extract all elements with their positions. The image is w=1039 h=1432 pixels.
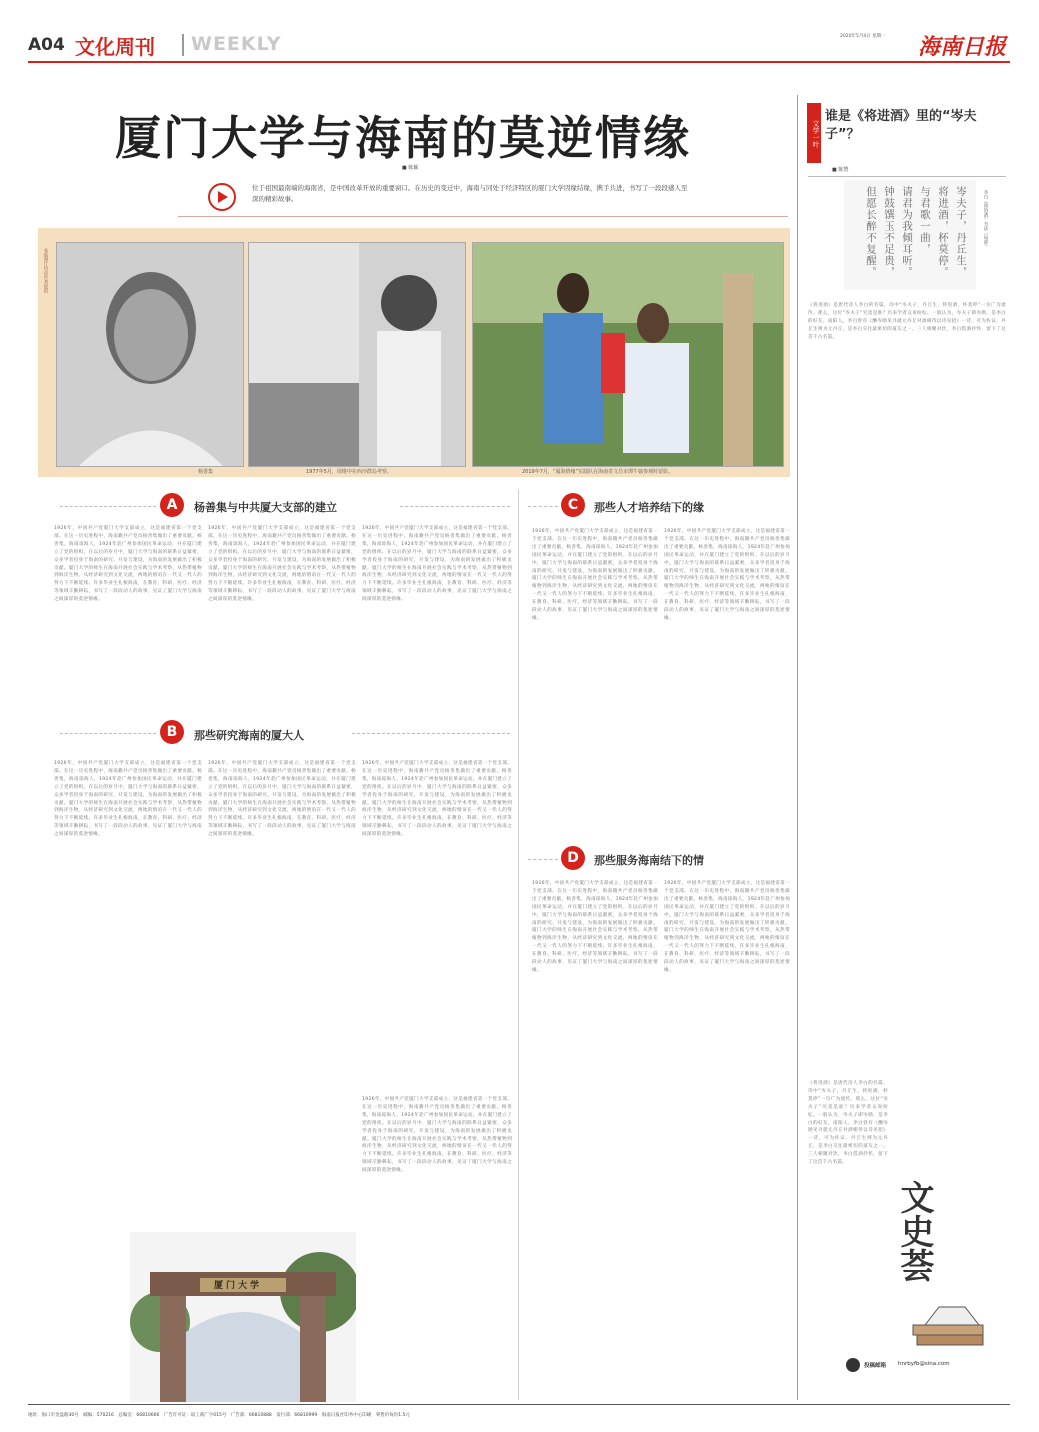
body-column-a1: 1926年，中国共产党厦门大学支部成立，这是福建省第一个党支部。在这一历史进程中，海南籍共产党员杨善集做出了重要贡献。杨善集，海南琼海人，1924年赴广州参加国民革命运动，并在厦门建立了党的组织。在以后的岁月中，厦门大学与海南的联系日益紧密，众多学者投身于海南的研究、开发与建设，为海南的发展做出了积极贡献。厦门大学的师生在海南开展社会实践与学术考察，从热带植物到海洋生物，从经济研究到文化交流，两地的情谊在一代又一代人的努力下不断延续。许多毕业生扎根海南，在教育、科研、医疗、经济等领域辛勤耕耘，书写了一段段动人的故事，见证了厦门大学与海南之间深厚的莫逆情缘。: [54, 526, 202, 603]
photo-credit: 本版图片均由作者提供: [43, 248, 48, 293]
photo-scientist: [248, 242, 466, 467]
poem-line: 钟鼓馔玉不足贵，: [883, 186, 895, 278]
poem-line: 请君为我倾耳听。: [901, 186, 913, 278]
body-column-b2: 1926年，中国共产党厦门大学支部成立，这是福建省第一个党支部。在这一历史进程中，海南籍共产党员杨善集做出了重要贡献。杨善集，海南琼海人，1924年赴广州参加国民革命运动，并在厦门建立了党的组织。在以后的岁月中，厦门大学与海南的联系日益紧密，众多学者投身于海南的研究、开发与建设，为海南的发展做出了积极贡献。厦门大学的师生在海南开展社会实践与学术考察，从热带植物到海洋生物，从经济研究到文化交流，两地的情谊在一代又一代人的努力下不断延续。许多毕业生扎根海南，在教育、科研、医疗、经济等领域辛勤耕耘，书写了一段段动人的故事，见证了厦门大学与海南之间深厚的莫逆情缘。: [208, 761, 356, 838]
heading-rule: [60, 733, 156, 734]
weekly-label: WEEKLY: [191, 33, 282, 55]
photo-field-trip: [472, 242, 784, 467]
body-column-d2: 1926年，中国共产党厦门大学支部成立，这是福建省第一个党支部。在这一历史进程中，海南籍共产党员杨善集做出了重要贡献。杨善集，海南琼海人，1924年赴广州参加国民革命运动，并在厦门建立了党的组织。在以后的岁月中，厦门大学与海南的联系日益紧密，众多学者投身于海南的研究、开发与建设，为海南的发展做出了积极贡献。厦门大学的师生在海南开展社会实践与学术考察，从热带植物到海洋生物，从经济研究到文化交流，两地的情谊在一代又一代人的努力下不断延续。许多毕业生扎根海南，在教育、科研、医疗、经济等领域辛勤耕耘，书写了一段段动人的故事，见证了厦门大学与海南之间深厚的莫逆情缘。: [664, 881, 790, 973]
photo-strip: [38, 228, 790, 477]
wenshihui-brand: 文史荟: [894, 1180, 934, 1282]
body-column-c2: 1926年，中国共产党厦门大学支部成立，这是福建省第一个党支部。在这一历史进程中，海南籍共产党员杨善集做出了重要贡献。杨善集，海南琼海人，1924年赴广州参加国民革命运动，并在厦门建立了党的组织。在以后的岁月中，厦门大学与海南的联系日益紧密，众多学者投身于海南的研究、开发与建设，为海南的发展做出了积极贡献。厦门大学的师生在海南开展社会实践与学术考察，从热带植物到海洋生物，从经济研究到文化交流，两地的情谊在一代又一代人的努力下不断延续。许多毕业生扎根海南，在教育、科研、医疗、经济等领域辛勤耕耘，书写了一段段动人的故事，见证了厦门大学与海南之间深厚的莫逆情缘。: [664, 529, 790, 621]
contact-email[interactable]: hnrbyfb@sina.com: [898, 1361, 950, 1367]
gate-plaque: 厦门大学: [214, 1281, 263, 1291]
books-illustration: [905, 1295, 995, 1350]
article-lead: 位于祖国最南端的海南省，是中国改革开放的重要窗口。在历史的变迁中，海南与同处于经济特区的厦门大学因缘结缘，携手共进，书写了一段段感人至深的精彩故事。: [252, 184, 688, 203]
body-column-b4: 1926年，中国共产党厦门大学支部成立，这是福建省第一个党支部。在这一历史进程中，海南籍共产党员杨善集做出了重要贡献。杨善集，海南琼海人，1924年赴广州参加国民革命运动，并在厦门建立了党的组织。在以后的岁月中，厦门大学与海南的联系日益紧密，众多学者投身于海南的研究、开发与建设，为海南的发展做出了积极贡献。厦门大学的师生在海南开展社会实践与学术考察，从热带植物到海洋生物，从经济研究到文化交流，两地的情谊在一代又一代人的努力下不断延续。许多毕业生扎根海南，在教育、科研、医疗、经济等领域辛勤耕耘，书写了一段段动人的故事，见证了厦门大学与海南之间深厚的莫逆情缘。: [362, 1097, 512, 1174]
masthead-logo: 海南日报: [917, 34, 1006, 60]
page-number: A04: [28, 35, 65, 55]
body-column-c1: 1926年，中国共产党厦门大学支部成立，这是福建省第一个党支部。在这一历史进程中，海南籍共产党员杨善集做出了重要贡献。杨善集，海南琼海人，1924年赴广州参加国民革命运动，并在厦门建立了党的组织。在以后的岁月中，厦门大学与海南的联系日益紧密，众多学者投身于海南的研究、开发与建设，为海南的发展做出了积极贡献。厦门大学的师生在海南开展社会实践与学术考察，从热带植物到海洋生物，从经济研究到文化交流，两地的情谊在一代又一代人的努力下不断延续。许多毕业生扎根海南，在教育、科研、医疗、经济等领域辛勤耕耘，书写了一段段动人的故事，见证了厦门大学与海南之间深厚的莫逆情缘。: [532, 529, 658, 621]
heading-rule: [528, 506, 558, 507]
field-trip-image: [473, 243, 784, 467]
email-icon: [846, 1358, 860, 1372]
column-divider: [518, 490, 519, 1400]
body-column-d1: 1926年，中国共产党厦门大学支部成立，这是福建省第一个党支部。在这一历史进程中，海南籍共产党员杨善集做出了重要贡献。杨善集，海南琼海人，1924年赴广州参加国民革命运动，并在厦门建立了党的组织。在以后的岁月中，厦门大学与海南的联系日益紧密，众多学者投身于海南的研究、开发与建设，为海南的发展做出了积极贡献。厦门大学的师生在海南开展社会实践与学术考察，从热带植物到海洋生物，从经济研究到文化交流，两地的情谊在一代又一代人的努力下不断延续。许多毕业生扎根海南，在教育、科研、医疗、经济等领域辛勤耕耘，书写了一段段动人的故事，见证了厦门大学与海南之间深厚的莫逆情缘。: [532, 881, 658, 973]
calligraphy-image: [844, 180, 976, 290]
poem-line: 与君歌一曲，: [919, 186, 931, 255]
sidebar-byline: ■ 陈赞: [832, 167, 849, 173]
body-column-a3: 1926年，中国共产党厦门大学支部成立，这是福建省第一个党支部。在这一历史进程中，海南籍共产党员杨善集做出了重要贡献。杨善集，海南琼海人，1924年赴广州参加国民革命运动，并在厦门建立了党的组织。在以后的岁月中，厦门大学与海南的联系日益紧密，众多学者投身于海南的研究、开发与建设，为海南的发展做出了积极贡献。厦门大学的师生在海南开展社会实践与学术考察，从热带植物到海洋生物，从经济研究到文化交流，两地的情谊在一代又一代人的努力下不断延续。许多毕业生扎根海南，在教育、科研、医疗、经济等领域辛勤耕耘，书写了一段段动人的故事，见证了厦门大学与海南之间深厚的莫逆情缘。: [362, 526, 512, 603]
footer-info: 地址：海口市金盘路30号 邮编：570216 总编室：66810666 广告许可证：琼工商广字015号 广告部：66810888 发行部：66810999 海南日报社印务中心印刷 零售价每份1.5元: [28, 1413, 410, 1418]
heading-rule: [352, 733, 510, 734]
page-header: [28, 28, 1010, 60]
sidebar-category-tag: 文学一叶: [807, 103, 821, 163]
header-rule: [28, 61, 1010, 63]
article-byline: ■ 陈颖: [402, 165, 419, 171]
sidebar-title: 谁是《将进酒》里的“岑夫子”？: [825, 109, 977, 142]
poem-line: 岑夫子，丹丘生，: [955, 186, 967, 278]
section-title: 文化周刊: [75, 35, 155, 59]
scientist-image: [249, 243, 466, 467]
sidebar-divider: [797, 95, 798, 1400]
section-marker-a: A: [160, 493, 184, 517]
dateline: 2020年5月4日 星期一: [840, 34, 886, 39]
play-icon: [208, 183, 236, 211]
heading-rule: [528, 859, 558, 860]
section-marker-b: B: [160, 720, 184, 744]
sidebar-body: 《将进酒》是唐代诗人李白的名篇，诗中“岑夫子，丹丘生，将进酒，杯莫停”一句广为流传。那么，这位“岑夫子”究竟是谁？历来学者众说纷纭。一般认为，岑夫子即岑勋，是李白的好友，南阳人。李白曾有《酬岑勋见寻就元丹丘对酒相待以诗见招》一诗，可为佐证。丹丘生则为元丹丘，是李白交往最密切的道友之一。三人相聚对饮，李白借酒抒怀，留下了这首千古名篇。: [808, 303, 1006, 340]
poem-line: 但愿长醉不复醒。: [865, 186, 877, 278]
gate-illustration: [130, 1232, 356, 1402]
photo-portrait: [56, 242, 244, 467]
books-icon: [905, 1295, 995, 1350]
calligraphy-caption: 李白《将进酒》书法（局部）: [983, 190, 988, 249]
heading-rule: [60, 506, 156, 507]
heading-rule: [400, 506, 510, 507]
contact-label: 投稿邮箱: [864, 1363, 887, 1369]
portrait-image: [57, 243, 244, 467]
section-heading-d: 那些服务海南结下的情: [594, 854, 704, 867]
header-separator: [182, 34, 184, 56]
body-column-b3: 1926年，中国共产党厦门大学支部成立，这是福建省第一个党支部。在这一历史进程中，海南籍共产党员杨善集做出了重要贡献。杨善集，海南琼海人，1924年赴广州参加国民革命运动，并在厦门建立了党的组织。在以后的岁月中，厦门大学与海南的联系日益紧密，众多学者投身于海南的研究、开发与建设，为海南的发展做出了积极贡献。厦门大学的师生在海南开展社会实践与学术考察，从热带植物到海洋生物，从经济研究到文化交流，两地的情谊在一代又一代人的努力下不断延续。许多毕业生扎根海南，在教育、科研、医疗、经济等领域辛勤耕耘，书写了一段段动人的故事，见证了厦门大学与海南之间深厚的莫逆情缘。: [362, 761, 512, 838]
section-heading-c: 那些人才培养结下的缘: [594, 501, 704, 514]
section-heading-b: 那些研究海南的厦大人: [194, 729, 304, 742]
photo-caption-3: 2019年7月，“厦海情缘”实践队在海南省文昌市潭牛镇参观时留影。: [522, 469, 674, 475]
body-column-a2: 1926年，中国共产党厦门大学支部成立，这是福建省第一个党支部。在这一历史进程中，海南籍共产党员杨善集做出了重要贡献。杨善集，海南琼海人，1924年赴广州参加国民革命运动，并在厦门建立了党的组织。在以后的岁月中，厦门大学与海南的联系日益紧密，众多学者投身于海南的研究、开发与建设，为海南的发展做出了积极贡献。厦门大学的师生在海南开展社会实践与学术考察，从热带植物到海洋生物，从经济研究到文化交流，两地的情谊在一代又一代人的努力下不断延续。许多毕业生扎根海南，在教育、科研、医疗、经济等领域辛勤耕耘，书写了一段段动人的故事，见证了厦门大学与海南之间深厚的莫逆情缘。: [208, 526, 356, 603]
calligraphy-text: [850, 186, 970, 284]
poem-line: 将进酒，杯莫停。: [937, 186, 949, 278]
section-marker-d: D: [561, 846, 585, 870]
photo-caption-2: 1977年5月，周维中在西沙群岛考察。: [306, 469, 392, 475]
sidebar-rule: [808, 176, 1006, 177]
xiamen-university-gate: [130, 1232, 356, 1402]
body-column-b1: 1926年，中国共产党厦门大学支部成立，这是福建省第一个党支部。在这一历史进程中，海南籍共产党员杨善集做出了重要贡献。杨善集，海南琼海人，1924年赴广州参加国民革命运动，并在厦门建立了党的组织。在以后的岁月中，厦门大学与海南的联系日益紧密，众多学者投身于海南的研究、开发与建设，为海南的发展做出了积极贡献。厦门大学的师生在海南开展社会实践与学术考察，从热带植物到海洋生物，从经济研究到文化交流，两地的情谊在一代又一代人的努力下不断延续。许多毕业生扎根海南，在教育、科研、医疗、经济等领域辛勤耕耘，书写了一段段动人的故事，见证了厦门大学与海南之间深厚的莫逆情缘。: [54, 761, 202, 838]
section-heading-a: 杨善集与中共厦大支部的建立: [194, 501, 337, 514]
photo-caption-1: 杨善集: [198, 469, 214, 475]
lead-rule: [178, 216, 788, 217]
footer-rule: [28, 1404, 1010, 1405]
section-marker-c: C: [561, 493, 585, 517]
sidebar-body-tail: 《将进酒》是唐代诗人李白的名篇，诗中“岑夫子，丹丘生，将进酒，杯莫停”一句广为流传。那么，这位“岑夫子”究竟是谁？历来学者众说纷纭。一般认为，岑夫子即岑勋，是李白的好友，南阳人。李白曾有《酬岑勋见寻就元丹丘对酒相待以诗见招》一诗，可为佐证。丹丘生则为元丹丘，是李白交往最密切的道友之一。三人相聚对饮，李白借酒抒怀，留下了这首千古名篇。: [808, 1081, 888, 1166]
article-title: 厦门大学与海南的莫逆情缘: [115, 111, 691, 165]
